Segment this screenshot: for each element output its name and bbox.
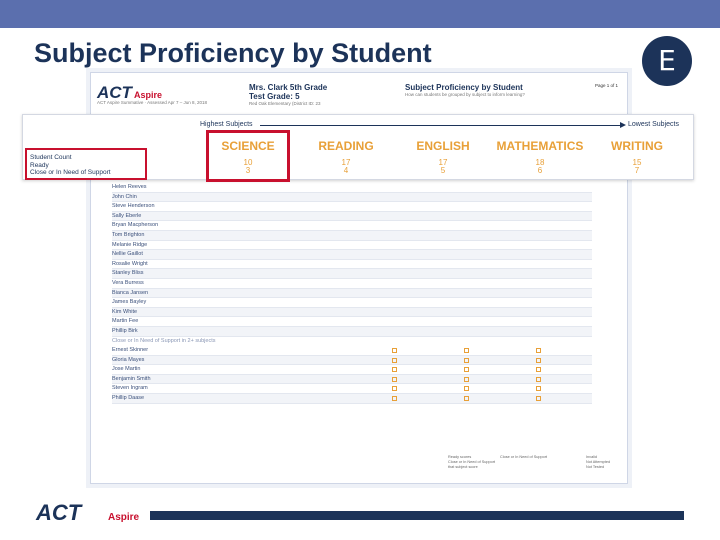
lowest-subjects-label: Lowest Subjects bbox=[628, 121, 679, 128]
english-need: 5 bbox=[440, 166, 446, 175]
table-row[interactable] bbox=[112, 241, 592, 251]
table-row[interactable] bbox=[112, 250, 592, 260]
need-support-marker-icon bbox=[536, 348, 541, 353]
student-table bbox=[112, 183, 592, 404]
student-name: Phillip Daase bbox=[112, 395, 145, 402]
table-row[interactable] bbox=[112, 365, 592, 375]
student-name: Nellie Gaillot bbox=[112, 251, 143, 258]
footer-bar bbox=[150, 511, 684, 520]
student-name: Ernest Skinner bbox=[112, 347, 149, 354]
table-row[interactable] bbox=[112, 202, 592, 212]
report-title-block bbox=[405, 83, 525, 97]
reading-need: 4 bbox=[343, 166, 349, 175]
need-support-marker-icon bbox=[464, 348, 469, 353]
report-class-info bbox=[249, 83, 327, 106]
highest-subjects-label: Highest Subjects bbox=[200, 121, 253, 128]
report-school: Red Oak Elementary (District ID: 23 bbox=[249, 101, 321, 106]
need-support-marker-icon bbox=[536, 367, 541, 372]
student-name: Vera Burress bbox=[112, 279, 144, 286]
need-support-marker-icon bbox=[392, 367, 397, 372]
arrow-right-icon bbox=[620, 122, 626, 128]
subject-science: SCIENCE bbox=[221, 139, 275, 153]
row-labels-highlight-box bbox=[25, 148, 147, 180]
student-name: Phillip Birk bbox=[112, 327, 138, 334]
student-name: Martin Fee bbox=[112, 318, 139, 325]
legend-item: Ready scores bbox=[448, 455, 472, 459]
legend-item: Close or In Need of Support bbox=[500, 455, 548, 459]
mathematics-count: 18 bbox=[535, 158, 545, 167]
report-question: How can students be grouped by subject to inform learning? bbox=[405, 92, 525, 97]
student-count-label: Student Count bbox=[30, 154, 72, 161]
legend-item: that subject score bbox=[448, 465, 478, 469]
report-logo-aspire: Aspire bbox=[133, 90, 162, 100]
need-support-marker-icon bbox=[464, 377, 469, 382]
table-row[interactable] bbox=[112, 260, 592, 270]
subject-writing: WRITING bbox=[611, 139, 663, 153]
report-logo-act: ACT bbox=[97, 83, 132, 102]
student-name: John Chin bbox=[112, 193, 137, 200]
subject-mathematics: MATHEMATICS bbox=[496, 139, 584, 153]
student-name: Benjamin Smith bbox=[112, 375, 151, 382]
table-row[interactable] bbox=[112, 298, 592, 308]
need-support-marker-icon bbox=[464, 386, 469, 391]
need-support-marker-icon bbox=[392, 348, 397, 353]
need-support-marker-icon bbox=[464, 396, 469, 401]
student-name: Stanley Bliss bbox=[112, 270, 144, 277]
table-row[interactable] bbox=[112, 212, 592, 222]
table-row[interactable] bbox=[112, 289, 592, 299]
student-name: Bryan Macpherson bbox=[112, 222, 159, 229]
writing-need: 7 bbox=[634, 166, 640, 175]
student-name: Steven Ingram bbox=[112, 385, 148, 392]
need-support-marker-icon bbox=[536, 358, 541, 363]
report-teacher: Mrs. Clark 5th Grade bbox=[249, 83, 328, 92]
need-support-label: Close or In Need of Support bbox=[30, 169, 111, 176]
ranking-arrow-line bbox=[260, 125, 622, 126]
need-support-marker-icon bbox=[464, 367, 469, 372]
student-name: Tom Brighton bbox=[112, 231, 145, 238]
report-grade: Test Grade: 5 bbox=[249, 92, 300, 101]
subject-reading: READING bbox=[318, 139, 374, 153]
footer-logo: ACT bbox=[36, 500, 82, 525]
table-row[interactable] bbox=[112, 183, 592, 193]
need-support-marker-icon bbox=[392, 396, 397, 401]
reading-count: 17 bbox=[341, 158, 351, 167]
legend-item: Close or In Need of Support bbox=[448, 460, 496, 464]
table-row[interactable] bbox=[112, 384, 592, 394]
student-name: Gloria Mayes bbox=[112, 356, 145, 363]
science-need: 3 bbox=[245, 166, 251, 175]
need-support-marker-icon bbox=[536, 396, 541, 401]
table-row[interactable] bbox=[112, 375, 592, 385]
table-row[interactable] bbox=[112, 356, 592, 366]
student-name: Kim White bbox=[112, 308, 138, 315]
table-row[interactable] bbox=[112, 317, 592, 327]
table-row[interactable] bbox=[112, 308, 592, 318]
report-page-number: Page 1 of 1 bbox=[595, 83, 619, 88]
section-badge: E bbox=[642, 36, 692, 86]
writing-counts bbox=[587, 159, 687, 175]
legend-item: Not Attempted bbox=[586, 460, 611, 464]
table-row[interactable] bbox=[112, 346, 592, 356]
ready-label: Ready bbox=[30, 161, 49, 169]
need-support-marker-icon bbox=[464, 358, 469, 363]
english-counts bbox=[393, 159, 493, 175]
writing-count: 15 bbox=[632, 158, 642, 167]
table-row[interactable] bbox=[112, 327, 592, 337]
need-support-marker-icon bbox=[392, 358, 397, 363]
science-count: 10 bbox=[243, 158, 253, 167]
report-title: Subject Proficiency by Student bbox=[405, 83, 523, 92]
support-section-label: Close or In Need of Support in 2+ subjects bbox=[112, 337, 216, 344]
subject-english: ENGLISH bbox=[416, 139, 470, 153]
table-row[interactable] bbox=[112, 394, 592, 404]
student-name: Helen Reeves bbox=[112, 184, 147, 190]
need-support-marker-icon bbox=[392, 386, 397, 391]
top-accent-bar bbox=[0, 0, 720, 28]
student-name: Melanie Ridge bbox=[112, 241, 148, 248]
need-support-marker-icon bbox=[536, 377, 541, 382]
science-highlight-box bbox=[206, 130, 290, 182]
legend-item: Not Tested bbox=[586, 465, 605, 469]
need-support-marker-icon bbox=[392, 377, 397, 382]
table-row[interactable] bbox=[112, 279, 592, 289]
mathematics-counts bbox=[490, 159, 590, 175]
mathematics-need: 6 bbox=[537, 166, 543, 175]
table-row[interactable] bbox=[112, 221, 592, 231]
english-count: 17 bbox=[438, 158, 448, 167]
footer-logo-aspire: Aspire bbox=[108, 512, 140, 523]
legend-item: Invalid bbox=[586, 455, 597, 459]
student-name: Bianca Jansen bbox=[112, 289, 149, 296]
student-name: Jose Martin bbox=[112, 366, 141, 373]
table-row[interactable] bbox=[112, 269, 592, 279]
student-name: Rosalie Wright bbox=[112, 260, 148, 267]
report-subheading: ACT Aspire Summative · Assessed Apr 7 – Jun 8, 2018 bbox=[97, 100, 207, 105]
slide-title: Subject Proficiency by Student bbox=[34, 38, 432, 68]
student-name: Steve Henderson bbox=[112, 203, 155, 210]
student-name: James Bayley bbox=[112, 299, 147, 306]
table-row[interactable] bbox=[112, 231, 592, 241]
reading-counts bbox=[296, 159, 396, 175]
need-support-marker-icon bbox=[536, 386, 541, 391]
student-name: Sally Eberle bbox=[112, 212, 142, 219]
table-row[interactable] bbox=[112, 193, 592, 203]
